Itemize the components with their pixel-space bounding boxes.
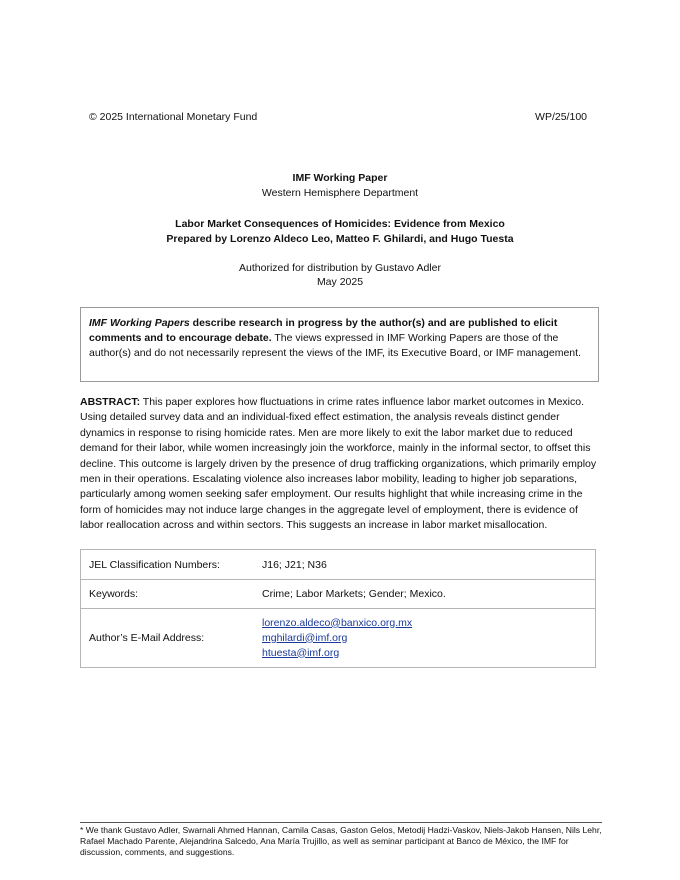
email-label: Author’s E-Mail Address: (81, 609, 255, 668)
metadata-table (80, 549, 596, 668)
paper-title: Labor Market Consequences of Homicides: Evidence from Mexico (175, 218, 505, 230)
disclaimer-box (80, 307, 599, 382)
footnote-divider (80, 822, 602, 823)
table-row (81, 580, 596, 609)
table-row (81, 609, 596, 668)
email-link-tuesta[interactable]: htuesta@imf.org (262, 646, 340, 659)
email-link-aldeco[interactable]: lorenzo.aldeco@banxico.org.mx (262, 616, 413, 629)
footnote: * We thank Gustavo Adler, Swarnali Ahmed Hannan, Camila Casas, Gaston Gelos, Metodij Hadzi-Vaskov, Niels-Jakob Hansen, Nils Lehr, Rafael Machado Parente, Alejandrina Salcedo, Ana María Trujillo, as well as seminar participant at Banco de México, the IMF for discussion, comments, and suggestions. (80, 825, 602, 857)
copyright-notice: © 2025 International Monetary Fund (89, 111, 258, 123)
disclaimer-italic-lead: IMF Working Papers (89, 317, 190, 329)
authorized-by: Authorized for distribution by Gustavo Adler (239, 262, 441, 274)
abstract (80, 395, 602, 534)
disclaimer-plain-text: The views expressed in IMF Working Papers are those of the author(s) and do not necessarily represent the views of the IMF, its Executive Board, or IMF management. (89, 332, 581, 359)
table-row (81, 550, 596, 580)
keywords-value: Crime; Labor Markets; Gender; Mexico. (254, 580, 596, 609)
disclaimer-bold-text: describe research in progress by the author(s) and are published to elicit comments and to encourage debate. (89, 317, 558, 344)
paper-authors: Prepared by Lorenzo Aldeco Leo, Matteo F. Ghilardi, and Hugo Tuesta (166, 233, 514, 245)
keywords-label: Keywords: (81, 580, 255, 609)
email-link-ghilardi[interactable]: mghilardi@imf.org (262, 631, 348, 644)
abstract-text: This paper explores how fluctuations in crime rates influence labor market outcomes in Mexico. Using detailed survey data and an individual-fixed effect estimation, the analysis reveals distinct gender dynamics in response to rising homicide rates. Men are more likely to exit the labor market due to reduced demand for their labor, while women increasingly join the workforce, mainly in the informal sector, to offset this decline. This outcome is largely driven by the presence of drug trafficking organizations, which primarily employ men in their operations. Escalating violence also increases labor mobility, leading to higher job separations, particularly among women seeking safer employment. Our results highlight that while increasing crime in the form of homicides may not induce large changes in the aggregate level of employment, there is evidence of labor reallocation across and within sectors. This suggests an increase in labor market misallocation. (80, 396, 597, 532)
jel-label: JEL Classification Numbers: (81, 550, 255, 580)
publication-date: May 2025 (316, 276, 364, 288)
series-title: IMF Working Paper (292, 172, 388, 184)
working-paper-number: WP/25/100 (535, 111, 587, 123)
jel-value: J16; J21; N36 (254, 550, 596, 580)
email-list (254, 609, 596, 668)
abstract-label: ABSTRACT: (80, 396, 141, 408)
department: Western Hemisphere Department (261, 187, 419, 199)
